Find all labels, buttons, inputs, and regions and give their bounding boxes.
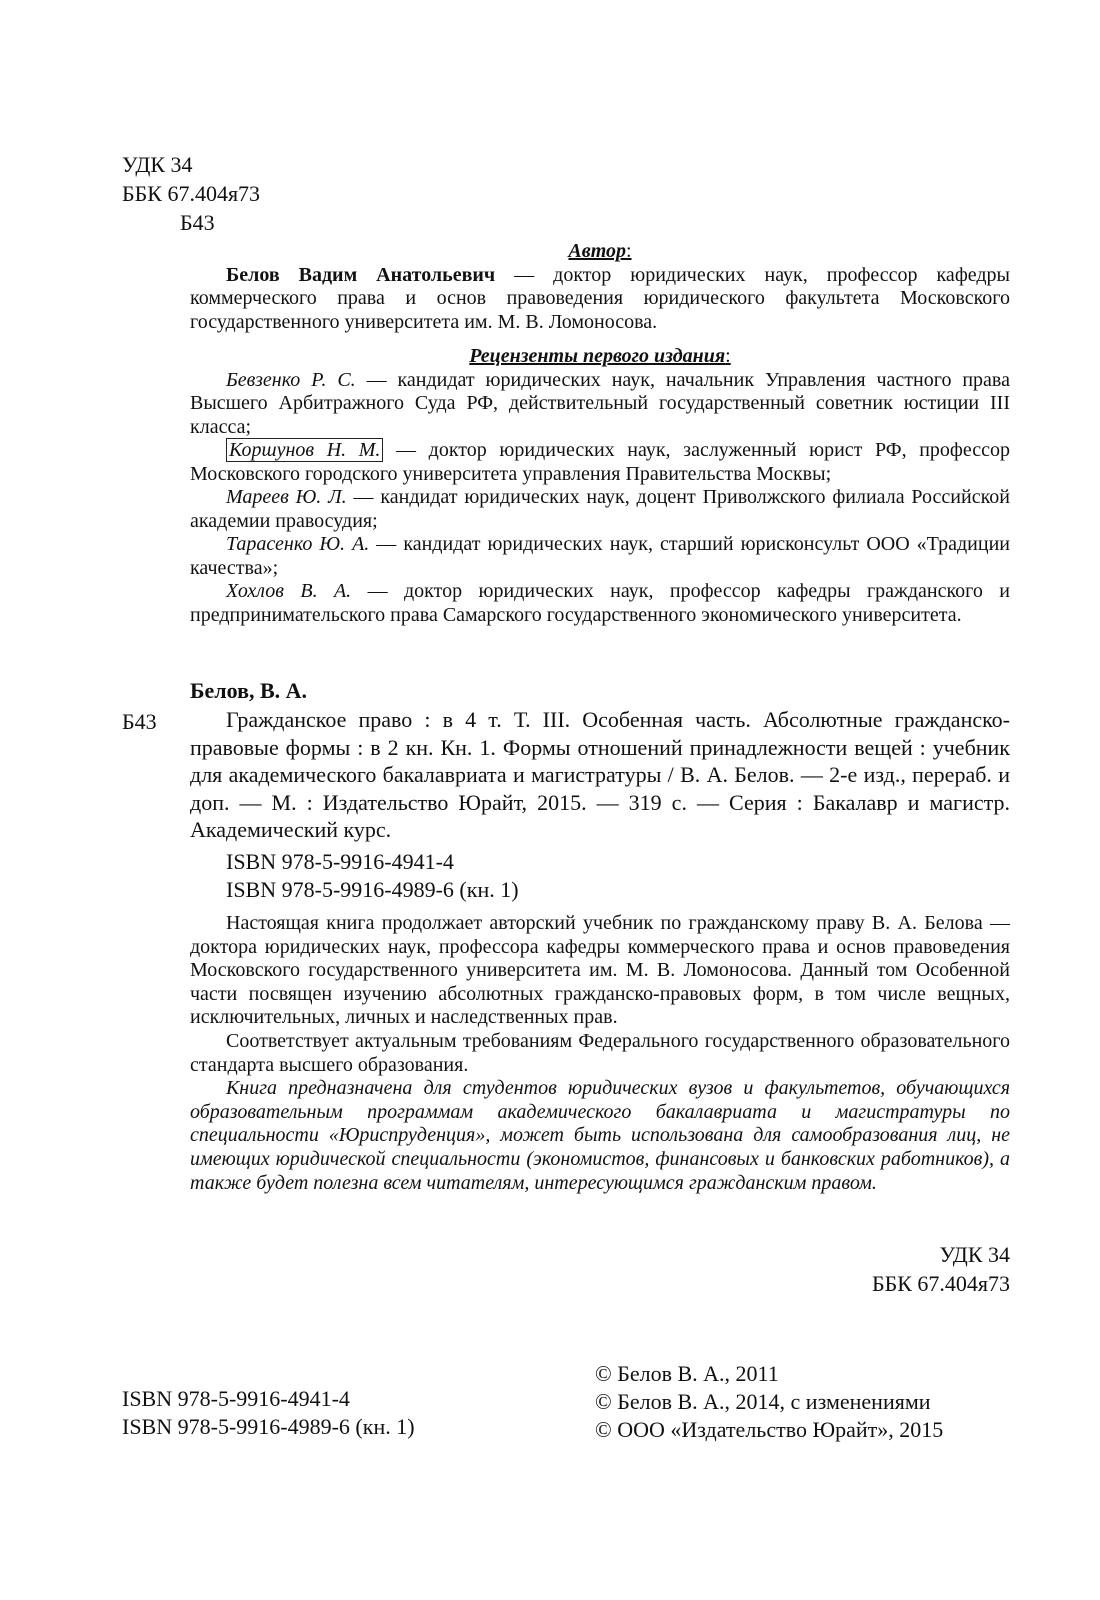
udk-code: УДК 34 — [122, 152, 193, 177]
annotation-paragraph-italic: Книга предназначена для студентов юридических вузов и факультетов, обучающихся образовательным программам академического бакалавриата и магистратуры по специальности «Юриспруденция», может быть использована для самообразования лиц, не имеющих юридической специальности (экономистов, финансовых и банковских работников), а также будет полезна всем читателям, интересующимся гражданским правом. — [190, 1077, 1010, 1194]
isbn-line: ISBN 978-5-9916-4989-6 (кн. 1) — [226, 877, 519, 902]
author-section — [190, 240, 1010, 334]
reviewer-entry — [190, 580, 1010, 627]
reviewers-heading: Рецензенты первого издания: — [469, 345, 731, 367]
copyright-notices — [595, 1360, 943, 1444]
reviewer-entry — [190, 369, 1010, 440]
annotation — [190, 912, 1010, 1195]
reviewer-description: — доктор юридических наук, заслуженный юрист РФ, профессор Московского городского университета управления Правительства Москвы; — [190, 439, 1010, 485]
reviewer-description: — кандидат юридических наук, начальник Управления частного права Высшего Арбитражного Суда РФ, действительный государственный советник юстиции III класса; — [190, 368, 1010, 438]
author-mark: Б43 — [180, 210, 215, 235]
biblio-code: Б43 — [122, 709, 157, 734]
reviewer-name-boxed: Коршунов Н. М. — [226, 438, 383, 462]
bottom-classification-codes — [760, 1240, 1010, 1298]
isbn-line: ISBN 978-5-9916-4941-4 — [122, 1386, 350, 1411]
biblio-isbn-list — [226, 848, 519, 904]
reviewer-name: Бевзенко Р. С. — [226, 368, 356, 391]
annotation-paragraph: Настоящая книга продолжает авторский учебник по гражданскому праву В. А. Белова — доктора юридических наук, профессора кафедры коммерческого права и основ правоведения Московского государственного университета им. М. В. Ломоносова. Данный том Особенной части посвящен изучению абсолютных гражданско-правовых форм, в том числе вещных, исключительных, личных и наследственных прав. — [190, 912, 1010, 1029]
reviewer-description: — кандидат юридических наук, доцент Приволжского филиала Российской академии правосудия; — [190, 486, 1010, 532]
copyright-line: © Белов В. А., 2011 — [595, 1361, 779, 1386]
bottom-isbn-list — [122, 1385, 415, 1441]
biblio-author: Белов, В. А. — [190, 678, 308, 703]
reviewer-entry — [190, 486, 1010, 533]
reviewer-description: — кандидат юридических наук, старший юрисконсульт ООО «Традиции качества»; — [190, 533, 1010, 579]
author-name: Белов Вадим Анатольевич — [226, 263, 496, 286]
reviewer-description: — доктор юридических наук, профессор кафедры гражданского и предпринимательского права Самарского государственного экономического университета. — [190, 580, 1010, 626]
top-classification-codes — [122, 150, 260, 237]
copyright-line: © ООО «Издательство Юрайт», 2015 — [595, 1417, 944, 1442]
udk-code: УДК 34 — [939, 1242, 1010, 1267]
reviewer-entry — [190, 533, 1010, 580]
isbn-line: ISBN 978-5-9916-4989-6 (кн. 1) — [122, 1414, 415, 1439]
bbk-code: ББК 67.404я73 — [122, 181, 261, 206]
copyright-line: © Белов В. А., 2014, с изменениями — [595, 1389, 931, 1414]
reviewer-entry — [190, 439, 1010, 486]
author-paragraph — [190, 264, 1010, 335]
reviewer-name: Хохлов В. А. — [226, 580, 352, 602]
bbk-code: ББК 67.404я73 — [871, 1271, 1010, 1296]
biblio-description: Гражданское право : в 4 т. Т. III. Особенная часть. Абсолютные гражданско-правовые формы : в 2 кн. Кн. 1. Формы отношений принадлежности вещей : учебник для академического бакалавриата и магистратуры / В. А. Белов. — 2-е изд., перераб. и доп. — М. : Издательство Юрайт, 2015. — 319 с. — Серия : Бакалавр и магистр. Академический курс. — [190, 707, 1010, 842]
author-heading: Автор: — [568, 240, 632, 262]
reviewers-section — [190, 345, 1010, 627]
annotation-paragraph: Соответствует актуальным требованиям Федерального государственного образовательного стандарта высшего образования. — [190, 1029, 1010, 1076]
author-description: — доктор юридических наук, профессор кафедры коммерческого права и основ правоведения юридического факультета Московского государственного университета им. М. В. Ломоносова. — [190, 263, 1010, 333]
isbn-line: ISBN 978-5-9916-4941-4 — [226, 849, 454, 874]
reviewer-name: Тарасенко Ю. А. — [226, 533, 370, 555]
reviewer-name: Мареев Ю. Л. — [226, 486, 347, 508]
